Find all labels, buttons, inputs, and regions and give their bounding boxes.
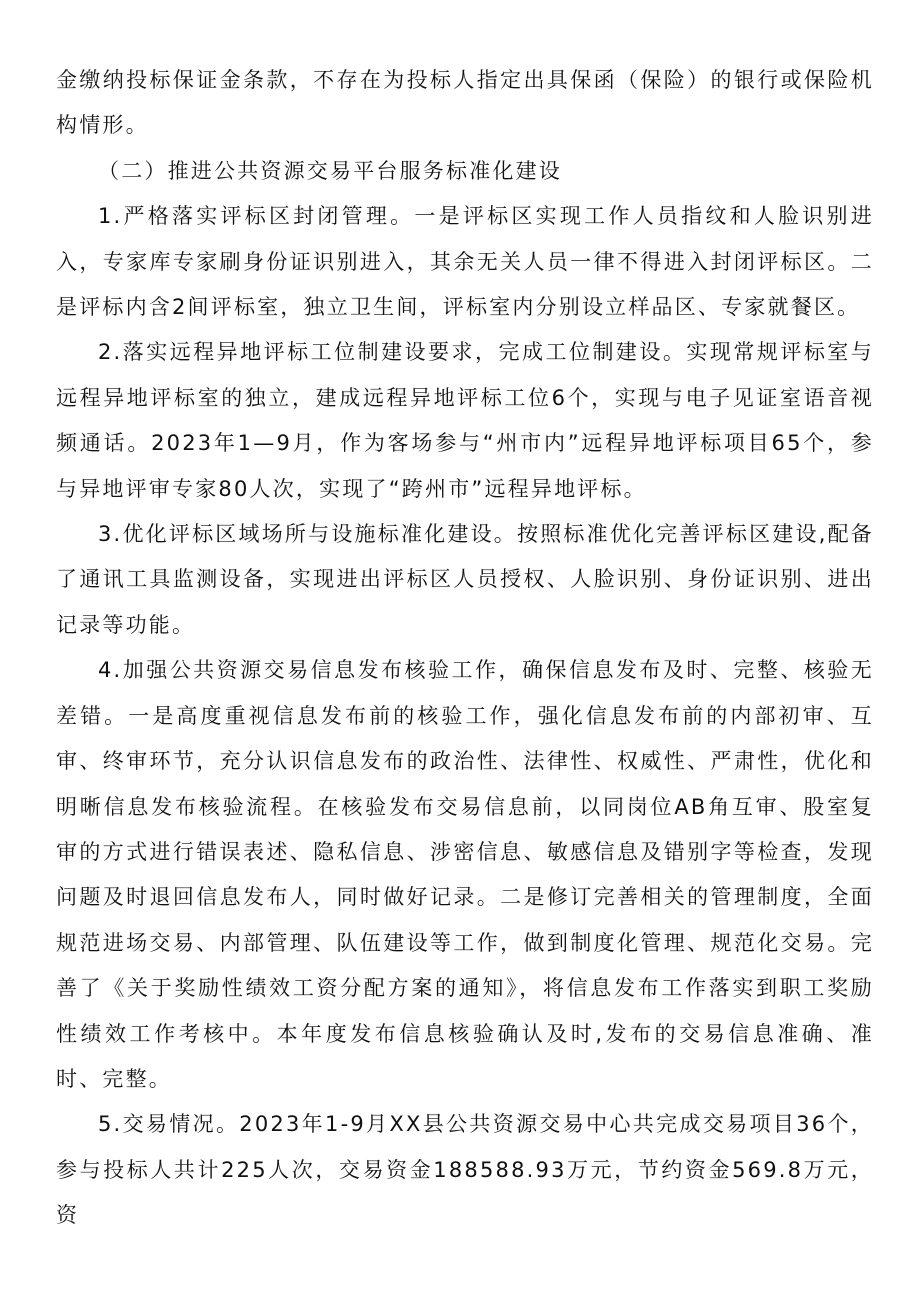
paragraph-item-4: 4.加强公共资源交易信息发布核验工作，确保信息发布及时、完整、核验无差错。一是高度重视信息发布前的核验工作，强化信息发布前的内部初审、互审、终审环节，充分认识信息发布的政治性、法律性、权威性、严肃性，优化和明晰信息发布核验流程。在核验发布交易信息前，以同岗位AB角互审、股室复审的方式进行错误表述、隐私信息、涉密信息、敏感信息及错别字等检查，发现问题及时退回信息发布人，同时做好记录。二是修订完善相关的管理制度，全面规范进场交易、内部管理、队伍建设等工作，做到制度化管理、规范化交易。完善了《关于奖励性绩效工资分配方案的通知》，将信息发布工作落实到职工奖励性绩效工作考核中。本年度发布信息核验确认及时,发布的交易信息准确、准时、完整。: [56, 658, 874, 1091]
paragraph-item-1: 1.严格落实评标区封闭管理。一是评标区实现工作人员指纹和人脸识别进入，专家库专家刷身份证识别进入，其余无关人员一律不得进入封闭评标区。二是评标内含2间评标室，独立卫生间，评标室内分别设立样品区、专家就餐区。: [56, 204, 874, 320]
paragraph-item-2: 2.落实远程异地评标工位制建设要求，完成工位制建设。实现常规评标室与远程异地评标室的独立，建成远程异地评标工位6个，实现与电子见证室语音视频通话。2023年1—9月，作为客场参与“州市内”远程异地评标项目65个，参与异地评审专家80人次，实现了“跨州市”远程异地评标。: [56, 340, 874, 501]
paragraph-item-5: 5.交易情况。2023年1-9月XX县公共资源交易中心共完成交易项目36个，参与投标人共计225人次，交易资金188588.93万元，节约资金569.8万元，资: [56, 1112, 874, 1228]
paragraph-item-3: 3.优化评标区域场所与设施标准化建设。按照标准优化完善评标区建设,配备了通讯工具监测设备，实现进出评标区人员授权、人脸识别、身份证识别、进出记录等功能。: [56, 522, 874, 637]
document-body: [56, 58, 874, 1239]
section-heading: （二）推进公共资源交易平台服务标准化建设: [98, 158, 562, 183]
paragraph-continuation: 金缴纳投标保证金条款，不存在为投标人指定出具保函（保险）的银行或保险机构情形。: [56, 68, 874, 138]
